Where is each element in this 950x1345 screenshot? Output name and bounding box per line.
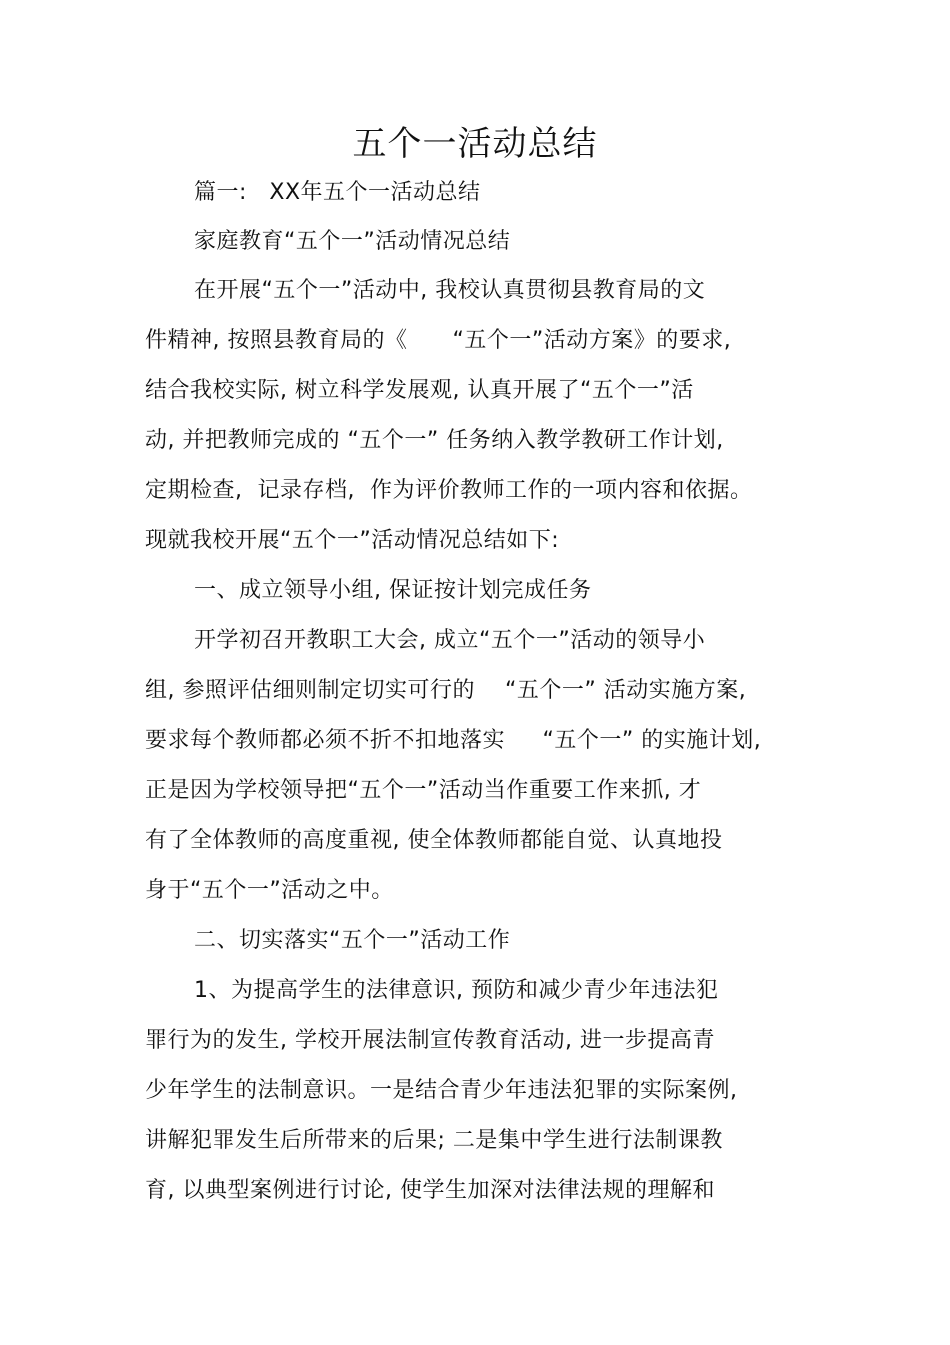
paragraph-line: 在开展“五个一”活动中, 我校认真贯彻县教育局的文 [194,278,706,303]
paragraph-line: 现就我校开展“五个一”活动情况总结如下: [145,528,560,553]
line-heading: 家庭教育“五个一”活动情况总结 [194,229,511,254]
paragraph-line: 动, 并把教师完成的 “五个一” 任务纳入教学教研工作计划, [145,428,724,453]
paragraph-line: 定期检查, 记录存档, 作为评价教师工作的一项内容和依据。 [145,478,753,503]
paragraph-line: 1、为提高学生的法律意识, 预防和减少青少年违法犯 [194,978,719,1003]
section-heading: 二、切实落实“五个一”活动工作 [194,928,511,953]
line-subtitle: 篇一: XX年五个一活动总结 [194,180,481,205]
paragraph-line: 正是因为学校领导把“五个一”活动当作重要工作来抓, 才 [145,778,702,803]
paragraph-line: 身于“五个一”活动之中。 [145,878,394,903]
paragraph-line: 开学初召开教职工大会, 成立“五个一”活动的领导小 [194,628,706,653]
paragraph-line: 育, 以典型案例进行讨论, 使学生加深对法律法规的理解和 [145,1178,715,1203]
paragraph-line: 要求每个教师都必须不折不扣地落实 “五个一” 的实施计划, [145,728,762,753]
paragraph-line: 罪行为的发生, 学校开展法制宣传教育活动, 进一步提高青 [145,1028,715,1053]
document-title: 五个一活动总结 [352,124,598,164]
paragraph-line: 有了全体教师的高度重视, 使全体教师都能自觉、认真地投 [145,828,723,853]
paragraph-line: 结合我校实际, 树立科学发展观, 认真开展了“五个一”活 [145,378,694,403]
paragraph-line: 组, 参照评估细则制定切实可行的 “五个一” 活动实施方案, [145,678,747,703]
paragraph-line: 少年学生的法制意识。一是结合青少年违法犯罪的实际案例, [145,1078,738,1103]
paragraph-line: 讲解犯罪发生后所带来的后果; 二是集中学生进行法制课教 [145,1128,723,1153]
paragraph-line: 件精神, 按照县教育局的《 “五个一”活动方案》的要求, [145,328,732,353]
section-heading: 一、成立领导小组, 保证按计划完成任务 [194,578,592,603]
